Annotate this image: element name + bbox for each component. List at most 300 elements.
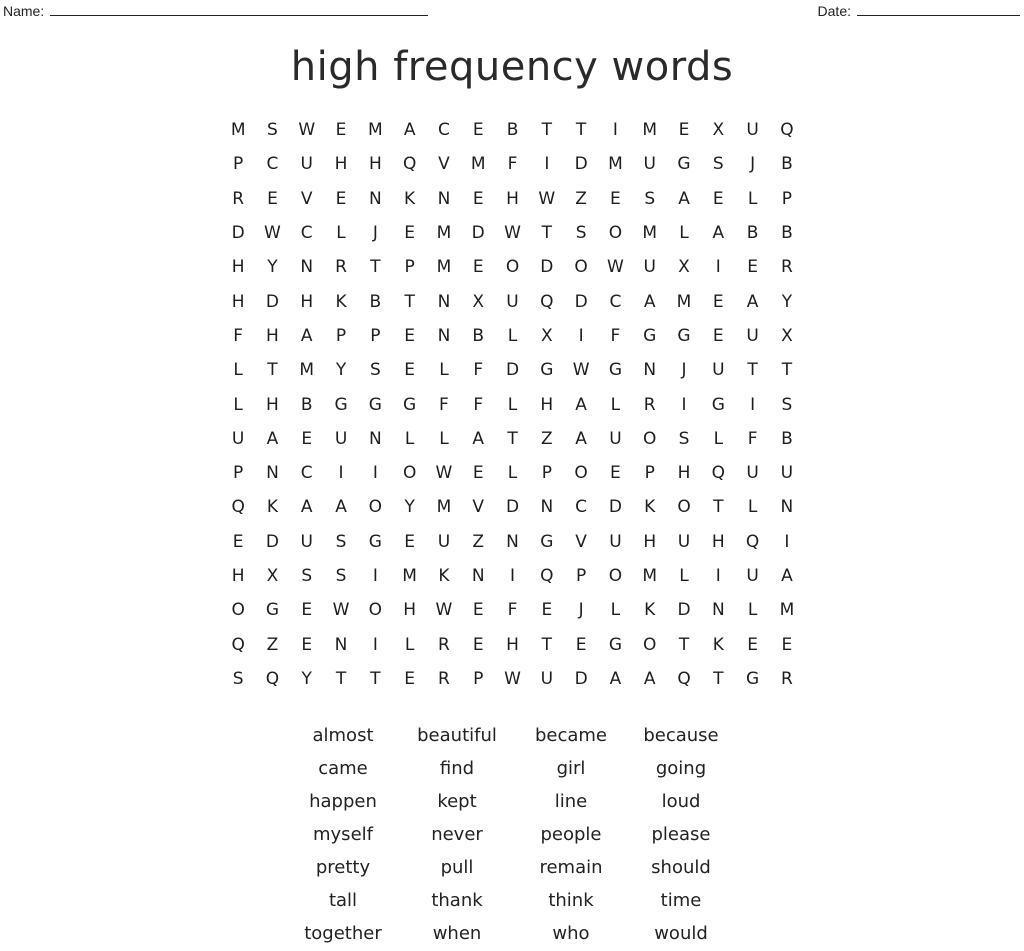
grid-letter: L bbox=[747, 600, 758, 621]
grid-letter: P bbox=[781, 188, 793, 209]
grid-letter: H bbox=[231, 566, 245, 586]
word-list-item: would bbox=[654, 923, 708, 944]
grid-letter: O bbox=[368, 497, 383, 518]
grid-letter: B bbox=[506, 120, 519, 141]
grid-letter: Q bbox=[402, 154, 417, 175]
grid-letter: D bbox=[265, 531, 279, 552]
grid-letter: N bbox=[368, 188, 382, 209]
grid-letter: D bbox=[574, 291, 588, 312]
grid-letter: A bbox=[266, 428, 279, 449]
grid-letter: S bbox=[369, 360, 381, 381]
grid-letter: T bbox=[747, 360, 758, 381]
grid-letter: D bbox=[505, 360, 520, 381]
grid-letter: H bbox=[711, 531, 725, 552]
grid-letter: E bbox=[747, 634, 758, 655]
grid-letter: E bbox=[472, 120, 484, 141]
grid-letter: L bbox=[679, 566, 689, 586]
grid-letter: G bbox=[608, 634, 622, 655]
grid-letter: Y bbox=[335, 360, 347, 381]
word-list-item: came bbox=[318, 758, 368, 779]
grid-letter: E bbox=[541, 600, 553, 621]
grid-letter: A bbox=[643, 668, 656, 689]
word-list-item: tall bbox=[328, 890, 358, 911]
word-list-item: because bbox=[643, 725, 719, 746]
date-label: Date: bbox=[817, 3, 851, 19]
grid-letter: S bbox=[781, 394, 793, 415]
grid-letter: Y bbox=[267, 257, 278, 278]
grid-letter: U bbox=[300, 154, 313, 175]
grid-letter: A bbox=[575, 428, 587, 449]
grid-letter: F bbox=[473, 360, 484, 381]
date-line[interactable] bbox=[857, 3, 1020, 16]
grid-letter: T bbox=[370, 668, 381, 689]
grid-letter: X bbox=[712, 120, 725, 141]
grid-letter: I bbox=[544, 154, 550, 175]
grid-letter: J bbox=[681, 360, 687, 381]
grid-letter: K bbox=[404, 188, 416, 209]
grid-letter: Q bbox=[540, 566, 554, 586]
grid-letter: N bbox=[540, 497, 554, 518]
grid-letter: H bbox=[403, 600, 417, 621]
grid-letter: I bbox=[681, 394, 687, 415]
grid-letter: U bbox=[712, 360, 725, 381]
grid-letter: T bbox=[713, 668, 724, 689]
grid-letter: K bbox=[335, 291, 347, 312]
grid-letter: E bbox=[335, 120, 347, 141]
grid-letter: E bbox=[232, 531, 244, 552]
grid-letter: P bbox=[233, 463, 244, 484]
grid-letter: G bbox=[368, 394, 382, 415]
grid-letter: I bbox=[715, 566, 721, 586]
grid-letter: G bbox=[265, 600, 280, 621]
grid-letter: Y bbox=[781, 291, 793, 312]
grid-letter: L bbox=[439, 360, 449, 381]
grid-letter: B bbox=[781, 154, 793, 175]
grid-letter: E bbox=[472, 188, 484, 209]
grid-letter: V bbox=[472, 497, 485, 518]
grid-letter: B bbox=[746, 223, 759, 244]
grid-letter: G bbox=[540, 531, 554, 552]
grid-letter: A bbox=[643, 291, 656, 312]
date-field[interactable] bbox=[818, 3, 1020, 19]
grid-letter: N bbox=[780, 497, 794, 518]
grid-letter: H bbox=[506, 634, 519, 655]
grid-letter: H bbox=[231, 257, 245, 278]
grid-letter: N bbox=[506, 531, 519, 552]
grid-letter: P bbox=[473, 668, 484, 689]
grid-letter: D bbox=[574, 668, 588, 689]
grid-letter: G bbox=[677, 154, 691, 175]
grid-letter: C bbox=[575, 497, 588, 518]
grid-letter: E bbox=[335, 188, 347, 209]
grid-letter: Q bbox=[265, 668, 280, 689]
grid-letter: N bbox=[368, 428, 382, 449]
grid-letter: L bbox=[233, 394, 243, 415]
grid-letter: H bbox=[677, 463, 691, 484]
letter-grid bbox=[221, 113, 804, 696]
grid-letter: B bbox=[781, 223, 793, 244]
grid-letter: F bbox=[747, 428, 758, 449]
grid-letter: A bbox=[403, 120, 416, 141]
grid-letter: O bbox=[574, 463, 588, 484]
grid-letter: U bbox=[506, 291, 519, 312]
grid-letter: U bbox=[746, 325, 759, 346]
grid-letter: N bbox=[437, 188, 451, 209]
grid-letter: W bbox=[572, 360, 590, 381]
grid-letter: G bbox=[711, 394, 725, 415]
grid-letter: H bbox=[334, 154, 348, 175]
grid-letter: D bbox=[540, 257, 554, 278]
grid-letter: T bbox=[370, 257, 381, 278]
grid-letter: T bbox=[541, 634, 553, 655]
grid-letter: R bbox=[335, 257, 347, 278]
grid-letter: O bbox=[402, 463, 417, 484]
grid-letter: P bbox=[370, 325, 381, 346]
grid-letter: U bbox=[746, 566, 759, 586]
grid-letter: D bbox=[265, 291, 279, 312]
grid-letter: I bbox=[372, 566, 378, 586]
grid-letter: C bbox=[300, 223, 313, 244]
grid-letter: D bbox=[574, 154, 588, 175]
grid-letter: P bbox=[644, 463, 655, 484]
grid-letter: G bbox=[746, 668, 760, 689]
grid-letter: M bbox=[436, 497, 452, 518]
grid-letter: Z bbox=[575, 188, 587, 209]
grid-letter: Y bbox=[404, 497, 415, 518]
grid-letter: W bbox=[538, 188, 556, 209]
grid-letter: U bbox=[300, 531, 313, 552]
grid-letter: U bbox=[677, 531, 691, 552]
grid-letter: G bbox=[677, 325, 691, 346]
grid-letter: H bbox=[643, 531, 657, 552]
grid-letter: Z bbox=[266, 634, 279, 655]
grid-letter: T bbox=[404, 291, 415, 312]
grid-letter: X bbox=[678, 257, 690, 278]
grid-letter: L bbox=[713, 428, 724, 449]
grid-letter: G bbox=[608, 360, 622, 381]
word-list-item: loud bbox=[661, 791, 701, 812]
grid-letter: M bbox=[436, 257, 452, 278]
grid-letter: T bbox=[713, 497, 724, 518]
grid-letter: E bbox=[712, 291, 724, 312]
grid-letter: S bbox=[575, 223, 587, 244]
grid-letter: T bbox=[575, 120, 587, 141]
grid-letter: Y bbox=[301, 668, 312, 689]
grid-letter: P bbox=[335, 325, 347, 346]
name-field[interactable] bbox=[3, 3, 428, 19]
grid-letter: X bbox=[540, 325, 553, 346]
word-list-item: happen bbox=[309, 791, 377, 812]
grid-letter: E bbox=[472, 600, 484, 621]
grid-letter: F bbox=[233, 325, 244, 346]
grid-letter: P bbox=[575, 566, 587, 586]
grid-letter: E bbox=[301, 600, 313, 621]
grid-letter: E bbox=[301, 428, 313, 449]
grid-letter: L bbox=[507, 394, 518, 415]
grid-letter: O bbox=[368, 600, 383, 621]
word-list-item: people bbox=[540, 824, 602, 845]
grid-letter: I bbox=[338, 463, 344, 484]
grid-letter: Q bbox=[231, 634, 245, 655]
grid-letter: E bbox=[404, 531, 415, 552]
grid-letter: L bbox=[747, 497, 758, 518]
grid-letter: M bbox=[230, 120, 246, 141]
grid-letter: O bbox=[643, 428, 657, 449]
grid-letter: O bbox=[231, 600, 245, 621]
grid-letter: E bbox=[404, 360, 415, 381]
grid-letter: E bbox=[472, 463, 484, 484]
grid-letter: W bbox=[435, 600, 453, 621]
grid-letter: L bbox=[610, 394, 621, 415]
grid-letter: T bbox=[678, 634, 690, 655]
grid-letter: W bbox=[332, 600, 350, 621]
grid-letter: R bbox=[780, 257, 793, 278]
grid-letter: D bbox=[677, 600, 691, 621]
grid-letter: Z bbox=[472, 531, 485, 552]
grid-letter: N bbox=[643, 360, 657, 381]
grid-letter: H bbox=[266, 325, 279, 346]
grid-letter: H bbox=[231, 291, 245, 312]
grid-letter: M bbox=[642, 566, 658, 586]
grid-letter: L bbox=[336, 223, 346, 244]
grid-letter: N bbox=[334, 634, 348, 655]
grid-letter: G bbox=[403, 394, 417, 415]
grid-letter: R bbox=[438, 634, 450, 655]
grid-letter: R bbox=[232, 188, 245, 209]
grid-letter: B bbox=[369, 291, 382, 312]
grid-letter: C bbox=[609, 291, 622, 312]
grid-letter: E bbox=[610, 463, 621, 484]
grid-letter: E bbox=[472, 634, 484, 655]
word-list-item: please bbox=[651, 824, 711, 845]
grid-letter: E bbox=[301, 634, 313, 655]
grid-letter: E bbox=[404, 223, 415, 244]
grid-letter: K bbox=[644, 600, 656, 621]
grid-letter: K bbox=[438, 566, 450, 586]
grid-letter: E bbox=[610, 188, 621, 209]
word-list-item: beautiful bbox=[417, 725, 497, 746]
grid-letter: N bbox=[266, 463, 279, 484]
grid-letter: W bbox=[504, 668, 521, 689]
grid-letter: Q bbox=[231, 497, 245, 518]
grid-letter: R bbox=[780, 668, 793, 689]
grid-letter: W bbox=[504, 223, 521, 244]
grid-letter: W bbox=[435, 463, 453, 484]
grid-letter: U bbox=[746, 120, 759, 141]
grid-letter: F bbox=[610, 325, 621, 346]
grid-letter: Q bbox=[780, 120, 794, 141]
grid-letter: I bbox=[372, 463, 378, 484]
grid-letter: X bbox=[472, 291, 485, 312]
grid-letter: R bbox=[643, 394, 656, 415]
grid-letter: A bbox=[678, 188, 690, 209]
grid-letter: A bbox=[712, 223, 725, 244]
grid-letter: U bbox=[231, 428, 245, 449]
grid-letter: U bbox=[643, 257, 656, 278]
grid-letter: B bbox=[300, 394, 313, 415]
grid-letter: I bbox=[510, 566, 516, 586]
grid-letter: E bbox=[712, 325, 724, 346]
word-list-item: never bbox=[431, 824, 483, 845]
word-list-item: find bbox=[439, 758, 475, 779]
grid-letter: C bbox=[437, 120, 450, 141]
grid-letter: N bbox=[437, 325, 451, 346]
grid-letter: A bbox=[781, 566, 793, 586]
grid-letter: E bbox=[472, 257, 484, 278]
grid-letter: E bbox=[712, 188, 724, 209]
grid-letter: A bbox=[609, 668, 622, 689]
grid-letter: E bbox=[267, 188, 278, 209]
grid-letter: A bbox=[300, 325, 313, 346]
word-list-item: almost bbox=[312, 725, 374, 746]
grid-letter: B bbox=[472, 325, 485, 346]
grid-letter: N bbox=[300, 257, 314, 278]
grid-letter: S bbox=[644, 188, 656, 209]
grid-letter: Q bbox=[745, 531, 760, 552]
grid-letter: O bbox=[574, 257, 588, 278]
grid-letter: O bbox=[677, 497, 691, 518]
grid-letter: P bbox=[233, 154, 244, 175]
grid-letter: E bbox=[404, 325, 415, 346]
grid-letter: G bbox=[368, 531, 382, 552]
grid-letter: W bbox=[607, 257, 624, 278]
name-line[interactable] bbox=[50, 3, 428, 16]
grid-letter: O bbox=[608, 566, 623, 586]
grid-letter: V bbox=[575, 531, 587, 552]
grid-letter: T bbox=[507, 428, 518, 449]
grid-letter: M bbox=[642, 120, 658, 141]
grid-letter: K bbox=[266, 497, 279, 518]
grid-letter: M bbox=[402, 566, 417, 586]
word-list-item: pretty bbox=[315, 857, 371, 878]
grid-letter: F bbox=[439, 394, 449, 415]
grid-letter: O bbox=[608, 223, 623, 244]
grid-letter: T bbox=[781, 360, 793, 381]
grid-letter: E bbox=[404, 668, 415, 689]
grid-letter: L bbox=[747, 188, 758, 209]
grid-letter: E bbox=[781, 634, 793, 655]
grid-letter: L bbox=[507, 325, 518, 346]
grid-letter: E bbox=[747, 257, 758, 278]
grid-letter: T bbox=[541, 120, 553, 141]
grid-letter: M bbox=[608, 154, 623, 175]
grid-letter: Q bbox=[711, 463, 725, 484]
grid-letter: M bbox=[368, 120, 383, 141]
grid-letter: A bbox=[472, 428, 485, 449]
word-list-item: became bbox=[534, 725, 608, 746]
word-list-item: myself bbox=[313, 824, 373, 845]
word-list-item: together bbox=[304, 923, 382, 944]
grid-letter: O bbox=[505, 257, 520, 278]
grid-letter: A bbox=[746, 291, 759, 312]
grid-letter: L bbox=[233, 360, 243, 381]
grid-letter: F bbox=[507, 154, 518, 175]
grid-letter: M bbox=[779, 600, 795, 621]
grid-letter: D bbox=[471, 223, 485, 244]
grid-letter: J bbox=[372, 223, 378, 244]
grid-letter: U bbox=[540, 668, 554, 689]
word-list-item: going bbox=[655, 758, 707, 779]
grid-letter: S bbox=[678, 428, 690, 449]
grid-letter: S bbox=[335, 531, 347, 552]
page-title: high frequency words bbox=[290, 44, 734, 90]
grid-letter: N bbox=[711, 600, 725, 621]
grid-letter: I bbox=[784, 531, 790, 552]
grid-letter: D bbox=[608, 497, 622, 518]
grid-letter: R bbox=[438, 668, 450, 689]
grid-letter: X bbox=[266, 566, 279, 586]
grid-letter: N bbox=[471, 566, 485, 586]
grid-letter: U bbox=[746, 463, 759, 484]
word-list-item: time bbox=[660, 890, 702, 911]
grid-letter: M bbox=[642, 223, 658, 244]
grid-letter: H bbox=[540, 394, 554, 415]
word-list-item: should bbox=[651, 857, 711, 878]
grid-letter: S bbox=[712, 154, 724, 175]
word-list-item: think bbox=[548, 890, 594, 911]
grid-letter: F bbox=[507, 600, 518, 621]
grid-letter: U bbox=[609, 531, 622, 552]
grid-letter: U bbox=[437, 531, 451, 552]
grid-letter: D bbox=[505, 497, 520, 518]
grid-letter: Q bbox=[540, 291, 554, 312]
grid-letter: W bbox=[298, 120, 316, 141]
grid-letter: C bbox=[300, 463, 313, 484]
word-list-item: who bbox=[552, 923, 590, 944]
word-list-item: when bbox=[432, 923, 482, 944]
grid-letter: U bbox=[609, 428, 622, 449]
grid-letter: U bbox=[780, 463, 794, 484]
grid-letter: U bbox=[334, 428, 348, 449]
grid-letter: S bbox=[335, 566, 347, 586]
name-label: Name: bbox=[3, 3, 45, 19]
grid-letter: O bbox=[643, 634, 657, 655]
grid-letter: G bbox=[540, 360, 554, 381]
grid-letter: S bbox=[301, 566, 313, 586]
grid-letter: C bbox=[266, 154, 279, 175]
grid-letter: T bbox=[541, 223, 553, 244]
grid-letter: D bbox=[231, 223, 245, 244]
word-list bbox=[288, 719, 736, 950]
grid-letter: L bbox=[404, 634, 415, 655]
grid-letter: K bbox=[712, 634, 724, 655]
grid-letter: H bbox=[506, 188, 519, 209]
grid-letter: H bbox=[266, 394, 279, 415]
grid-letter: A bbox=[335, 497, 347, 518]
grid-letter: I bbox=[372, 634, 378, 655]
grid-letter: M bbox=[299, 360, 315, 381]
grid-letter: T bbox=[335, 668, 347, 689]
grid-letter: L bbox=[404, 428, 415, 449]
grid-letter: U bbox=[643, 154, 656, 175]
grid-letter: V bbox=[300, 188, 313, 209]
grid-letter: I bbox=[715, 257, 721, 278]
grid-letter: S bbox=[267, 120, 278, 141]
grid-letter: H bbox=[368, 154, 382, 175]
word-list-item: line bbox=[554, 791, 588, 812]
word-list-item: pull bbox=[440, 857, 474, 878]
grid-letter: H bbox=[300, 291, 314, 312]
grid-letter: M bbox=[470, 154, 486, 175]
grid-letter: K bbox=[644, 497, 656, 518]
grid-letter: T bbox=[267, 360, 278, 381]
grid-letter: S bbox=[232, 668, 244, 689]
grid-letter: F bbox=[473, 394, 484, 415]
grid-letter: J bbox=[750, 154, 756, 175]
grid-letter: Z bbox=[540, 428, 553, 449]
grid-letter: Q bbox=[677, 668, 691, 689]
grid-letter: N bbox=[437, 291, 451, 312]
